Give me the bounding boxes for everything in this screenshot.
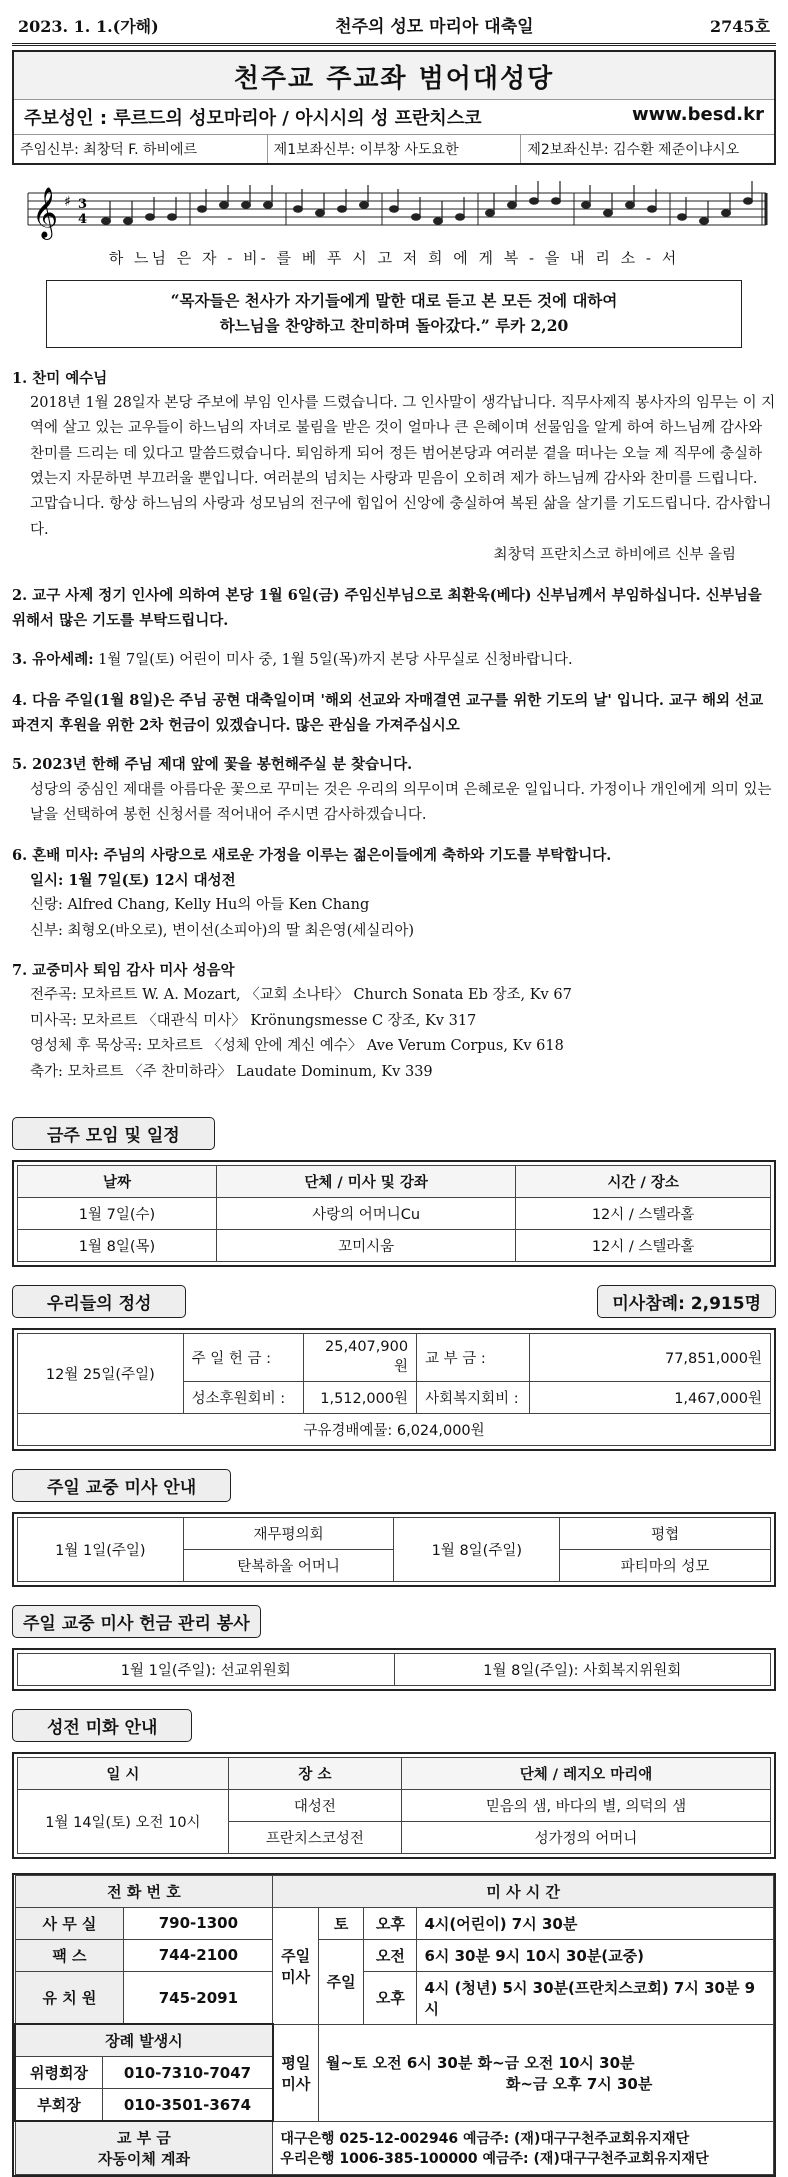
bank-account-2: 우리은행 1006-385-100000 예금주: (재)대구구천주교회유지재단 — [280, 2151, 709, 2168]
sunday-mass-date-1: 1월 1일(주일) — [18, 1517, 184, 1581]
meeting-group: 사랑의 어머니Cu — [216, 1197, 515, 1229]
sunday-offering-value: 25,407,900원 — [304, 1333, 417, 1381]
music-note — [146, 214, 155, 221]
issue-date: 2023. 1. 1.(가해) — [18, 17, 159, 36]
funeral-box — [15, 2024, 273, 2121]
notice-5 — [12, 752, 776, 828]
notice-6-time: 일시: 1월 7일(토) 12시 대성전 — [30, 871, 236, 889]
funeral-contact-2-label: 부회장 — [16, 2089, 103, 2121]
music-note — [582, 202, 591, 209]
music-note — [102, 218, 111, 225]
music-note — [552, 198, 561, 205]
notice-7-line-4: 축가: 모차르트 〈주 찬미하라〉 Laudate Dominum, Kv 339 — [30, 1063, 433, 1080]
altar-place-1: 대성전 — [228, 1789, 401, 1821]
quote-line-1: “목자들은 천사가 자기들에게 말한 대로 듣고 본 모든 것에 대하여 — [170, 291, 618, 310]
svg-text:4: 4 — [78, 212, 88, 227]
account-label-line-1: 교 부 금 — [116, 2129, 171, 2148]
music-note — [316, 210, 325, 217]
sunday-mass-title: 주일 교중 미사 안내 — [12, 1469, 231, 1502]
weekday-times-line-2: 화~금 오후 7시 30분 — [505, 2074, 653, 2093]
altar-table — [17, 1757, 771, 1854]
notice-2-text: 2. 교구 사제 정기 인사에 의하여 본당 1월 6일(금) 주임신부님으로 최환욱(베다) 신부님께서 부임하십니다. 신부님을 위해서 많은 기도를 부탁드립니다. — [12, 586, 762, 629]
tithe-label: 교 부 금 : — [417, 1333, 530, 1381]
office-phone[interactable]: 790-1300 — [124, 1907, 273, 1939]
manger-offering: 구유경배예물: 6,024,000원 — [18, 1413, 771, 1445]
feast-title: 천주의 성모 마리아 대축일 — [335, 17, 534, 37]
collection-title: 주일 교중 미사 헌금 관리 봉사 — [12, 1605, 261, 1638]
phone-title: 전 화 번 호 — [15, 1875, 273, 1907]
sunday-label: 주일 — [318, 1939, 364, 2024]
collection-1: 1월 1일(주일): 선교위원회 — [18, 1653, 395, 1685]
music-note — [530, 198, 539, 205]
notice-3-body: 1월 7일(토) 어린이 미사 중, 1월 5일(목)까지 본당 사무실로 신청바랍니다. — [93, 652, 573, 669]
vocation-support-label: 성소후원회비 : — [183, 1381, 303, 1413]
bank-accounts — [273, 2121, 774, 2175]
meetings-table — [17, 1165, 771, 1262]
meetings-header-date: 날짜 — [18, 1165, 217, 1197]
attendance-box — [597, 1285, 776, 1318]
sunday-mass-group-2b: 파티마의 성모 — [560, 1549, 771, 1581]
collection-2: 1월 8일(주일): 사회복지위원회 — [394, 1653, 771, 1685]
offering-header — [12, 1267, 776, 1328]
fax-number: 744-2100 — [124, 1939, 273, 1971]
music-note — [434, 218, 443, 225]
priests-row — [14, 135, 774, 163]
sunday-mass-group-1a: 재무평의회 — [183, 1517, 394, 1549]
welfare-label: 사회복지회비 : — [417, 1381, 530, 1413]
music-note — [124, 218, 133, 225]
sunday-pm-label: 오후 — [364, 1971, 417, 2024]
music-note — [338, 206, 347, 213]
funeral-contact-2-phone[interactable]: 010-3501-3674 — [103, 2089, 272, 2121]
music-note — [294, 206, 303, 213]
notice-1-heading: 1. 찬미 예수님 — [12, 369, 108, 387]
altar-table-wrap — [12, 1752, 776, 1859]
office-label: 사 무 실 — [15, 1907, 124, 1939]
music-note — [242, 202, 251, 209]
music-note — [648, 206, 657, 213]
notice-6-heading: 6. 혼배 미사: 주님의 사랑으로 새로운 가정을 이루는 젊은이들에게 축하와 기도를 부탁합니다. — [12, 846, 612, 864]
music-note — [722, 210, 731, 217]
meetings-header-place: 시간 / 장소 — [516, 1165, 771, 1197]
notice-6-groom: 신랑: Alfred Chang, Kelly Hu의 아들 Ken Chang — [30, 897, 370, 914]
offering-table — [17, 1333, 771, 1446]
svg-text:3: 3 — [78, 197, 88, 212]
meeting-date: 1월 8일(목) — [18, 1229, 217, 1261]
meeting-place: 12시 / 스텔라홀 — [516, 1197, 771, 1229]
table-row — [18, 1197, 771, 1229]
altar-group-1: 믿음의 샘, 바다의 별, 의덕의 샘 — [402, 1789, 771, 1821]
music-note — [508, 202, 517, 209]
music-staff — [18, 175, 770, 245]
funeral-contact-1-label: 위령회장 — [16, 2057, 103, 2089]
saturday-pm-label: 오후 — [364, 1907, 417, 1939]
fax-label: 팩 스 — [15, 1939, 124, 1971]
pastor: 주임신부: 최창덕 F. 하비에르 — [14, 135, 268, 163]
sunday-am-label: 오전 — [364, 1939, 417, 1971]
scripture-quote — [46, 280, 742, 348]
account-label — [15, 2121, 273, 2175]
notice-1 — [12, 366, 776, 569]
music-note — [456, 214, 465, 221]
quote-line-2: 하느님을 찬양하고 찬미하며 돌아갔다.” 루카 2,20 — [219, 315, 569, 335]
offering-date: 12월 25일(주일) — [18, 1333, 184, 1413]
meeting-date: 1월 7일(수) — [18, 1197, 217, 1229]
notices — [12, 366, 776, 1085]
altar-group-2: 성가정의 어머니 — [402, 1821, 771, 1853]
table-row — [18, 1229, 771, 1261]
altar-header-group: 단체 / 레지오 마리애 — [402, 1757, 771, 1789]
music-note — [678, 214, 687, 221]
patrons: 주보성인 : 루르드의 성모마리아 / 아시시의 성 프란치스코 — [24, 108, 482, 129]
notice-4 — [12, 688, 776, 739]
music-note — [604, 210, 613, 217]
music-note — [264, 202, 273, 209]
weekday-times-line-1: 월~토 오전 6시 30분 화~금 오전 10시 30분 — [325, 2053, 635, 2072]
bank-account-1: 대구은행 025-12-002946 예금주: (재)대구구천주교회유지재단 — [280, 2131, 690, 2148]
notice-7-line-2: 미사곡: 모차르트 〈대관식 미사〉 Krönungsmesse C 장조, Kv 317 — [30, 1012, 477, 1029]
music-note — [168, 214, 177, 221]
music-note — [744, 198, 753, 205]
altar-header-date: 일 시 — [18, 1757, 229, 1789]
notice-7-line-3: 영성체 후 묵상곡: 모차르트 〈성체 안에 계신 예수〉 Ave Verum Corpus, Kv 618 — [30, 1038, 564, 1055]
treble-clef-icon: 𝄞 — [32, 187, 59, 238]
notice-7-heading: 7. 교중미사 퇴임 감사 미사 성음악 — [12, 962, 235, 980]
attendance-label: 미사참례: — [612, 1293, 685, 1314]
notice-2 — [12, 583, 776, 634]
altar-title: 성전 미화 안내 — [12, 1709, 192, 1742]
assistant-priest-1: 제1보좌신부: 이부창 사도요한 — [268, 135, 522, 163]
music-note — [486, 210, 495, 217]
account-label-line-2: 자동이체 계좌 — [97, 2150, 191, 2169]
svg-text:♯: ♯ — [64, 194, 71, 210]
sunday-mass-table-wrap — [12, 1512, 776, 1587]
masthead — [12, 50, 776, 165]
mass-times-title: 미 사 시 간 — [273, 1875, 774, 1907]
collection-table — [17, 1653, 771, 1686]
notice-5-heading: 5. 2023년 한해 주님 제대 앞에 꽃을 봉헌해주실 분 찾습니다. — [12, 756, 413, 774]
notice-6 — [12, 843, 776, 945]
issue-number: 2745호 — [709, 17, 770, 36]
sunday-mass-date-2: 1월 8일(주일) — [394, 1517, 560, 1581]
altar-place-2: 프란치스코성전 — [228, 1821, 401, 1853]
altar-date: 1월 14일(토) 오전 10시 — [18, 1789, 229, 1853]
notice-7-line-1: 전주곡: 모차르트 W. A. Mozart, 〈교회 소나타〉 Church Sonata Eb 장조, Kv 67 — [30, 987, 572, 1004]
kindergarten-phone[interactable]: 745-2091 — [124, 1971, 273, 2024]
meetings-header-group: 단체 / 미사 및 강좌 — [216, 1165, 515, 1197]
hymn-lyrics: 하 느님 은 자 - 비- 를 베 푸 시 고 저 희 에 게 복 - 을 내 리 소 - 서 — [108, 249, 680, 267]
sunday-pm-times: 4시 (청년) 5시 30분(프란치스코회) 7시 30분 9시 — [417, 1971, 774, 2024]
notice-3 — [12, 647, 776, 673]
attendance-value: 2,915명 — [690, 1293, 761, 1314]
kindergarten-label: 유 치 원 — [15, 1971, 124, 2024]
offering-table-wrap — [12, 1328, 776, 1451]
music-note — [360, 202, 369, 209]
funeral-contact-1-phone[interactable]: 010-7310-7047 — [123, 2063, 252, 2082]
sunday-am-times: 6시 30분 9시 10시 30분(교중) — [417, 1939, 774, 1971]
music-note — [198, 206, 207, 213]
meetings-table-wrap — [12, 1160, 776, 1267]
website-link[interactable]: www.besd.kr — [632, 104, 764, 125]
sunday-mass-group-2a: 평협 — [560, 1517, 771, 1549]
weekday-mass-times — [318, 2024, 773, 2121]
vocation-support-value: 1,512,000원 — [304, 1381, 417, 1413]
hymn-score — [18, 175, 770, 268]
collection-table-wrap — [12, 1648, 776, 1691]
saturday-pm-times: 4시(어린이) 7시 30분 — [417, 1907, 774, 1939]
notice-4-text: 4. 다음 주일(1월 8일)은 주님 공현 대축일이며 '해외 선교와 자매결연 교구를 위한 기도의 날' 입니다. 교구 해외 선교 파견지 후원을 위한 2차 헌금이 있겠습니다. 많은 관심을 가져주십시오 — [12, 691, 764, 735]
weekday-mass-label: 평일 미사 — [273, 2024, 319, 2121]
altar-header-place: 장 소 — [228, 1757, 401, 1789]
parish-name: 천주교 주교좌 범어대성당 — [14, 52, 774, 100]
sunday-mass-label: 주일 미사 — [273, 1907, 319, 2024]
assistant-priest-2: 제2보좌신부: 김수환 제준이냐시오 — [527, 142, 740, 158]
contact-mass-times — [12, 1873, 776, 2177]
notice-5-body: 성당의 중심인 제대를 아름다운 꽃으로 꾸미는 것은 우리의 의무이며 은혜로운 일입니다. 가정이나 개인에게 의미 있는 날을 선택하여 봉헌 신청서를 적어내어 주시면 감사하겠습니다. — [30, 781, 772, 824]
meeting-group: 꼬미시움 — [216, 1229, 515, 1261]
notice-7 — [12, 958, 776, 1085]
welfare-value: 1,467,000원 — [530, 1381, 771, 1413]
sunday-mass-table — [17, 1517, 771, 1582]
music-note — [412, 214, 421, 221]
tithe-value: 77,851,000원 — [530, 1333, 771, 1381]
sunday-offering-label: 주 일 헌 금 : — [183, 1333, 303, 1381]
patrons-line — [14, 100, 774, 135]
funeral-title: 장례 발생시 — [16, 2025, 272, 2057]
notice-3-heading: 3. 유아세례: — [12, 651, 94, 669]
music-note — [626, 202, 635, 209]
issue-header — [12, 8, 776, 46]
meetings-title: 금주 모임 및 일정 — [12, 1117, 215, 1150]
saturday-label: 토 — [318, 1907, 364, 1939]
music-note — [220, 202, 229, 209]
music-note — [390, 206, 399, 213]
offering-title: 우리들의 정성 — [12, 1285, 186, 1318]
notice-1-signature: 최창덕 프란치스코 하비에르 신부 올림 — [493, 547, 736, 564]
notice-6-bride: 신부: 최형오(바오로), 변이선(소피아)의 딸 최은영(세실리아) — [30, 922, 415, 939]
music-note — [700, 218, 709, 225]
meeting-place: 12시 / 스텔라홀 — [516, 1229, 771, 1261]
notice-1-body: 2018년 1월 28일자 본당 주보에 부임 인사를 드렸습니다. 그 인사말이 생각납니다. 직무사제직 봉사자의 임무는 이 지역에 살고 있는 교우들이 하느님의 자녀로 불림을 받은 것이 얼마나 큰 은혜이며 선물임을 알게 하여 하느님께 감사와 찬미를 드리는 데 있다고 말씀드렸습니다. 퇴임하게 되어 정든 범어본당과 여러분 곁을 떠나는 오늘 제 직무에 충실하였는지 자문하면 부끄러울 뿐입니다. 여러분의 넘치는 사랑과 믿음이 오히려 제가 하느님께 감사와 찬미를 드립니다. 고맙습니다. 항상 하느님의 사랑과 성모님의 전구에 힘입어 신앙에 충실하여 복된 삶을 살기를 기도드립니다. 감사합니다. — [30, 394, 776, 538]
sunday-mass-group-1b: 탄복하올 어머니 — [183, 1549, 394, 1581]
